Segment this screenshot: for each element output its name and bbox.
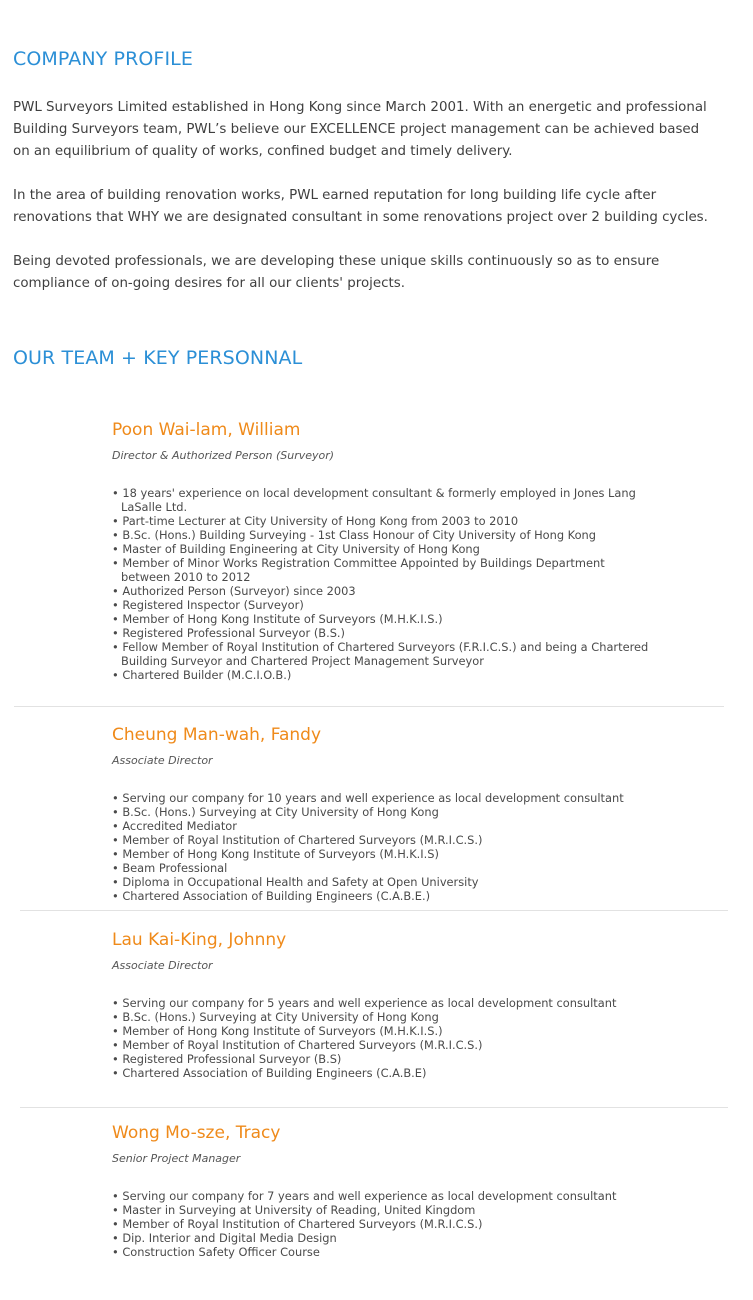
credential-item: • Member of Royal Institution of Chartered Surveyors (M.R.I.C.S.) [112, 833, 652, 847]
section-divider [14, 706, 724, 707]
profile-paragraph-3: Being devoted professionals, we are developing these unique skills continuously so as to ensure compliance of on-going desires for all our clients' projects. [13, 254, 660, 291]
member-name: Lau Kai-King, Johnny [112, 930, 287, 950]
credential-item: • Beam Professional [112, 861, 652, 875]
credential-item: • Registered Professional Surveyor (B.S.) [112, 626, 652, 640]
profile-paragraph-1: PWL Surveyors Limited established in Hong Kong since March 2001. With an energetic and professional Building Surveyors team, PWL’s believe our EXCELLENCE project management can be achieved based on an equilibrium of quality of works, confined budget and timely delivery. [13, 100, 707, 159]
member-name: Cheung Man-wah, Fandy [112, 725, 322, 745]
member-credentials-list [112, 486, 652, 682]
profile-paragraph-2: In the area of building renovation works, PWL earned reputation for long building life cycle after renovations that WHY we are designated consultant in some renovations project over 2 building cycles. [13, 188, 708, 225]
credential-item: • Serving our company for 5 years and well experience as local development consultant [112, 996, 652, 1010]
credential-item: • B.Sc. (Hons.) Surveying at City University of Hong Kong [112, 1010, 652, 1024]
credential-item: • Part-time Lecturer at City University of Hong Kong from 2003 to 2010 [112, 514, 652, 528]
credential-item: • Accredited Mediator [112, 819, 652, 833]
team-heading: OUR TEAM + KEY PERSONNAL [13, 347, 303, 369]
team-member-card [112, 1123, 652, 1259]
member-role: Associate Director [112, 959, 213, 972]
credential-item: • Member of Hong Kong Institute of Surveyors (M.H.K.I.S.) [112, 612, 652, 626]
team-member-card [112, 420, 652, 682]
credential-item: • 18 years' experience on local development consultant & formerly employed in Jones Lang LaSalle Ltd. [112, 486, 652, 514]
credential-item: • Construction Safety Officer Course [112, 1245, 652, 1259]
credential-item: • Chartered Association of Building Engineers (C.A.B.E.) [112, 889, 652, 903]
section-divider [20, 910, 728, 911]
credential-item: • Authorized Person (Surveyor) since 2003 [112, 584, 652, 598]
credential-item: • Member of Royal Institution of Chartered Surveyors (M.R.I.C.S.) [112, 1217, 652, 1231]
credential-item: • Dip. Interior and Digital Media Design [112, 1231, 652, 1245]
section-divider [20, 1107, 728, 1108]
credential-item: • Fellow Member of Royal Institution of Chartered Surveyors (F.R.I.C.S.) and being a Chartered Building Surveyor and Chartered Project Management Surveyor [112, 640, 652, 668]
team-member-card [112, 725, 652, 903]
credential-item: • Member of Hong Kong Institute of Surveyors (M.H.K.I.S) [112, 847, 652, 861]
member-role: Associate Director [112, 754, 213, 767]
credential-item: • Registered Inspector (Surveyor) [112, 598, 652, 612]
company-profile-heading: COMPANY PROFILE [13, 48, 193, 70]
credential-item: • Registered Professional Surveyor (B.S) [112, 1052, 652, 1066]
credential-item: • Member of Minor Works Registration Committee Appointed by Buildings Department between 2010 to 2012 [112, 556, 652, 584]
credential-item: • Member of Hong Kong Institute of Surveyors (M.H.K.I.S.) [112, 1024, 652, 1038]
credential-item: • Serving our company for 7 years and well experience as local development consultant [112, 1189, 652, 1203]
credential-item: • Master in Surveying at University of Reading, United Kingdom [112, 1203, 652, 1217]
member-role: Senior Project Manager [112, 1152, 241, 1165]
member-credentials-list [112, 1189, 652, 1259]
member-credentials-list [112, 996, 652, 1080]
member-role: Director & Authorized Person (Surveyor) [112, 449, 335, 462]
credential-item: • Chartered Association of Building Engineers (C.A.B.E) [112, 1066, 652, 1080]
credential-item: • B.Sc. (Hons.) Surveying at City University of Hong Kong [112, 805, 652, 819]
member-name: Wong Mo-sze, Tracy [112, 1123, 281, 1143]
member-name: Poon Wai-lam, William [112, 420, 301, 440]
team-member-card [112, 930, 652, 1080]
credential-item: • Diploma in Occupational Health and Safety at Open University [112, 875, 652, 889]
credential-item: • Member of Royal Institution of Chartered Surveyors (M.R.I.C.S.) [112, 1038, 652, 1052]
credential-item: • Master of Building Engineering at City University of Hong Kong [112, 542, 652, 556]
credential-item: • Serving our company for 10 years and well experience as local development consultant [112, 791, 652, 805]
credential-item: • B.Sc. (Hons.) Building Surveying - 1st Class Honour of City University of Hong Kong [112, 528, 652, 542]
credential-item: • Chartered Builder (M.C.I.O.B.) [112, 668, 652, 682]
member-credentials-list [112, 791, 652, 903]
